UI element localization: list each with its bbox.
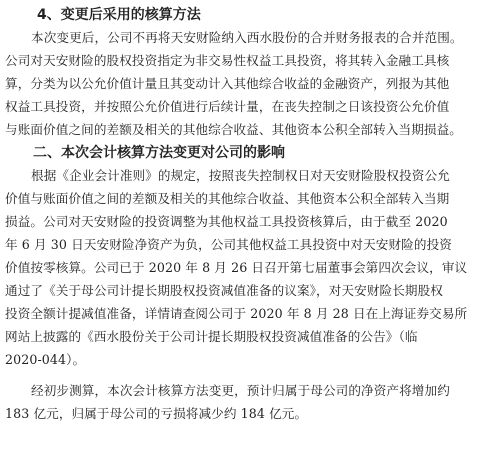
paragraph-line: 权益工具投资，并按照公允价值进行后续计量，在丧失控制之日该投资公允价值 <box>5 99 450 114</box>
section-4-paragraph <box>5 26 475 141</box>
section-4-heading: 4、变更后采用的核算方法 <box>37 7 201 23</box>
paragraph-line: 价值与账面价值之间的差额及相关的其他综合收益、其他资本公积全部转入当期 <box>5 191 450 206</box>
paragraph-gap <box>5 371 475 379</box>
paragraph-line: 本次变更后，公司不再将天安财险纳入西水股份的合并财务报表的合并范围。 <box>31 30 463 45</box>
section-2-paragraph-1 <box>5 164 475 371</box>
paragraph-line: 根据《企业会计准则》的规定，按照丧失控制权日对天安财险股权投资公允 <box>31 168 450 183</box>
paragraph-line: 网站上披露的《西水股份关于公司计提长期股权投资减值准备的公告》（临 <box>5 329 418 344</box>
paragraph-line: 价值按零核算。公司已于 2020 年 8 月 26 日召开第七届董事会第四次会议，审议 <box>5 260 468 275</box>
section-2-paragraph-2 <box>5 379 475 425</box>
paragraph-line: 公司对天安财险的股权投资指定为非交易性权益工具投资，将其转入金融工具核 <box>5 53 450 68</box>
paragraph-line: 经初步测算，本次会计核算方法变更，预计归属于母公司的净资产将增加约 <box>31 383 450 398</box>
paragraph-line: 算，分类为以公允价值计量且其变动计入其他综合收益的金融资产，列报为其他 <box>5 76 450 91</box>
paragraph-line: 年 6 月 30 日天安财险净资产为负，公司其他权益工具投资中对天安财险的投资 <box>5 237 452 252</box>
section-2-heading: 二、本次会计核算方法变更对公司的影响 <box>33 145 285 161</box>
paragraph-line: 通过了《关于母公司计提长期股权投资减值准备的议案》，对天安财险长期股权 <box>5 283 443 298</box>
paragraph-line: 183 亿元，归属于母公司的亏损将减少约 184 亿元。 <box>5 406 308 421</box>
paragraph-line: 投资全额计提减值准备，详情请查阅公司于 2020 年 8 月 28 日在上海证券交易所 <box>5 306 468 321</box>
paragraph-line: 损益。公司对天安财险的投资调整为其他权益工具投资核算后，由于截至 2020 <box>5 214 448 229</box>
paragraph-line: 与账面价值之间的差额及相关的其他综合收益、其他资本公积全部转入当期损益。 <box>5 122 462 137</box>
paragraph-line: 2020-044）。 <box>5 352 86 367</box>
